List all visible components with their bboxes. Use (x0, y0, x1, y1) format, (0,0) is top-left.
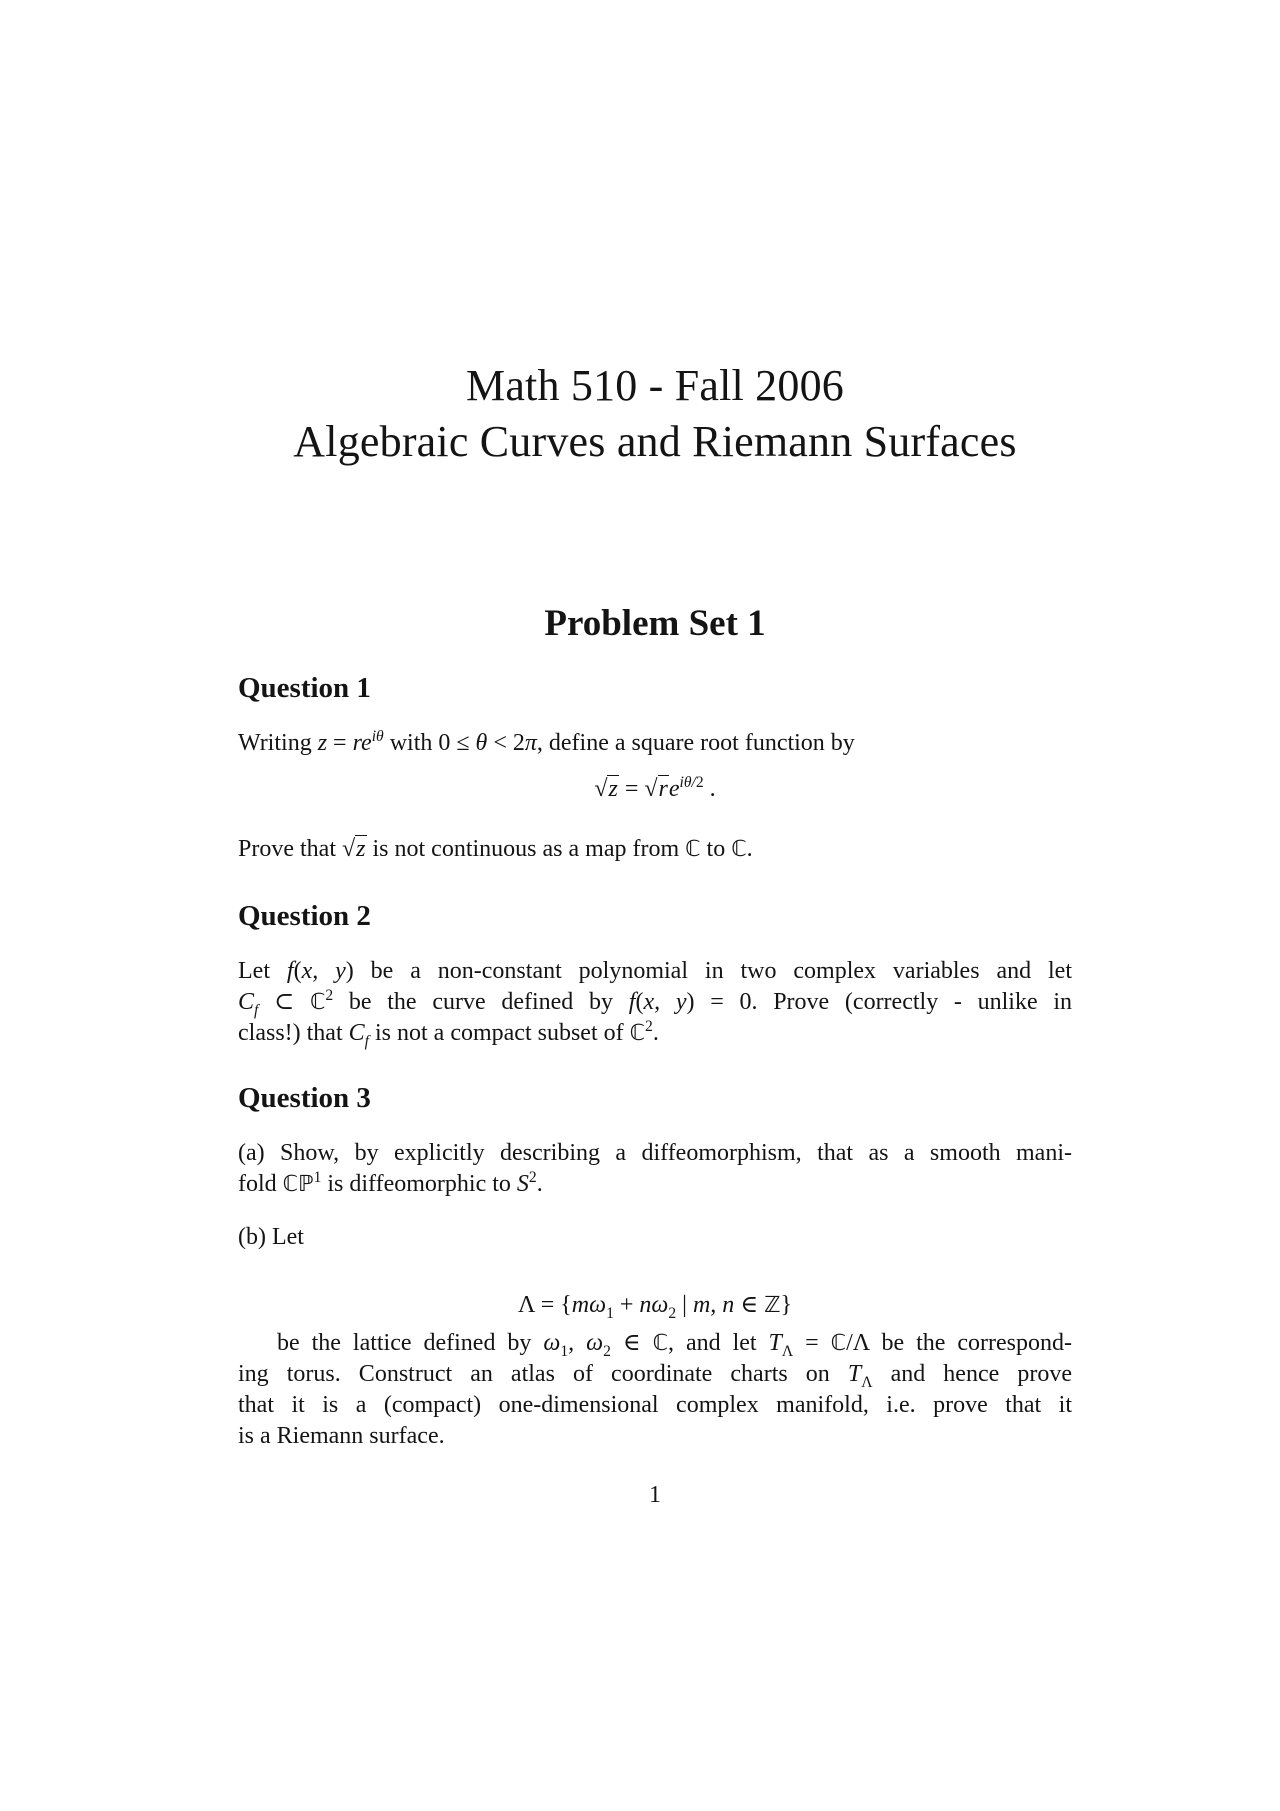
course-line: Math 510 - Fall 2006 (466, 361, 844, 410)
question-1-conclusion: Prove that √z is not continuous as a map from ℂ to ℂ. (238, 836, 753, 862)
question-2-heading: Question 2 (238, 900, 371, 932)
page-number: 1 (649, 1482, 661, 1508)
question-1-intro: Writing $z = re^{i\theta}$ with 0 ≤ θ < 2π, define a square root function by (238, 728, 855, 756)
question-1-heading: Question 1 (238, 672, 371, 704)
question-3-part-b-label: (b) Let (238, 1224, 304, 1250)
question-3-part-a: (a) Show, by explicitly describing a diffeomorphism, that as a smooth mani- fold ℂℙ$^1$ is diffeomorphic to $S^2$. (238, 1140, 1072, 1197)
question-1-equation: $√z = √re^{i\theta/2}$ . (594, 774, 716, 802)
problem-set-title: Problem Set 1 (544, 603, 766, 644)
question-3-part-b-text: be the lattice defined by $\omega_1$, $\omega_2$ ∈ ℂ, and let $T_\Lambda$ = ℂ/Λ be the correspond- ing torus. Construct an atlas of coordinate charts on $T_\Lambda$ and hence prove that it is a (compact) one-dimensional complex manifold, i.e. prove that it is a Riemann surface. (238, 1330, 1073, 1449)
lattice-equation: $\Lambda = \{m\omega_1 + n\omega_2$ | m, n ∈ ℤ} (517, 1292, 793, 1322)
question-3-heading: Question 3 (238, 1082, 371, 1114)
question-2-text: Let f(x, y) be a non-constant polynomial in two complex variables and let $C_f$ ⊂ ℂ$^2$ be the curve defined by f(x, y) = 0. Prove (correctly - unlike in class!) that $C_f$ is not a compact subset of ℂ$^2$. (238, 958, 1073, 1050)
course-title: Algebraic Curves and Riemann Surfaces (293, 417, 1017, 466)
